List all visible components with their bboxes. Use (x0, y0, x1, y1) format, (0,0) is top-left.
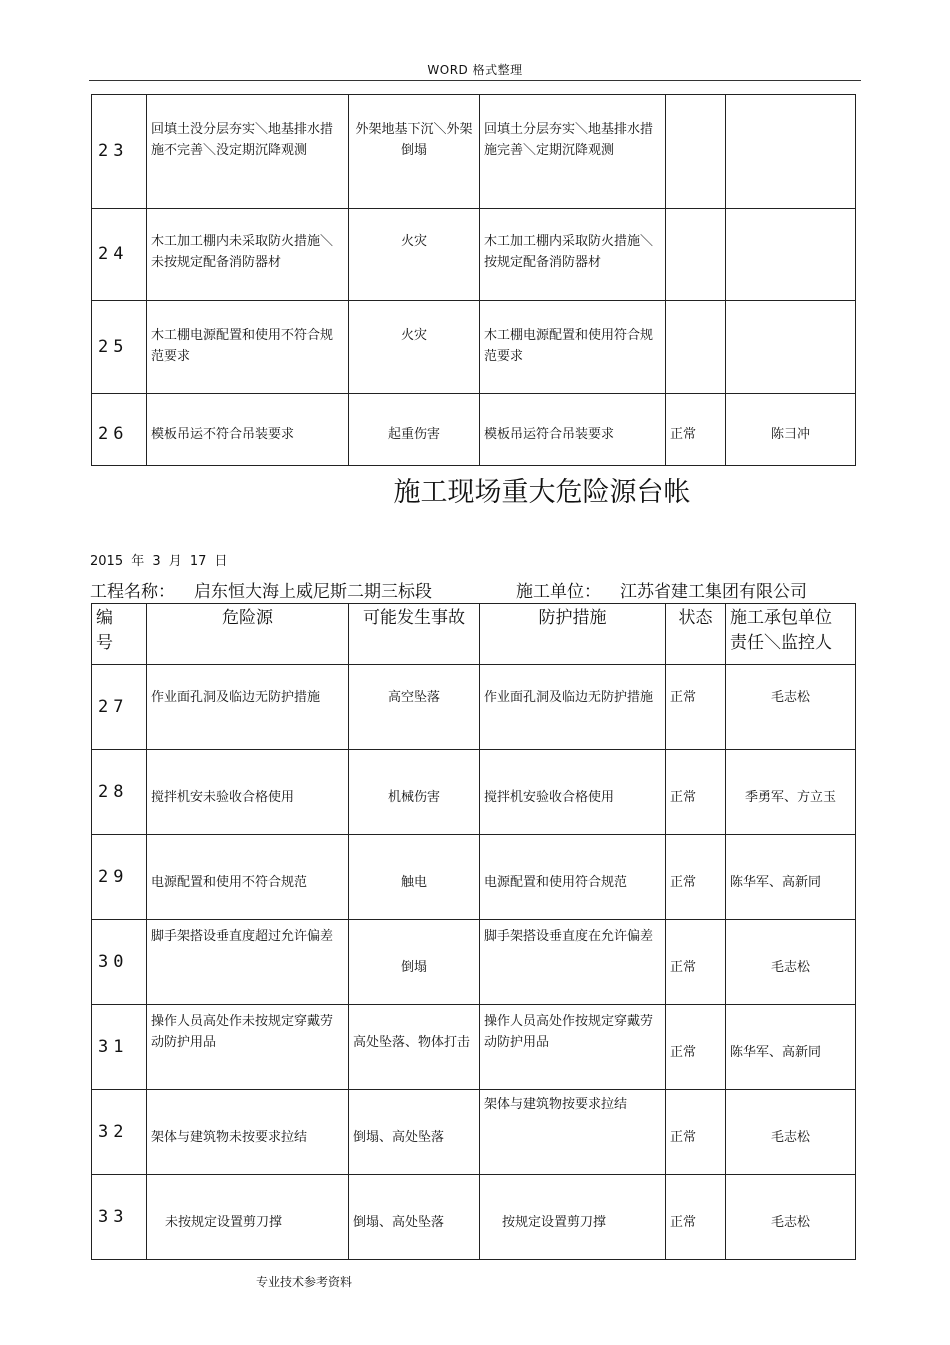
row-number: 30 (92, 920, 147, 1005)
column-header-number: 编号 (92, 604, 147, 665)
measure-cell: 架体与建筑物按要求拉结 (480, 1090, 666, 1175)
table-row (92, 95, 856, 209)
unit-name: 江苏省建工集团有限公司 (620, 582, 807, 602)
accident-cell: 高空坠落 (349, 665, 480, 750)
project-label: 工程名称： (90, 582, 175, 602)
measure-cell: 木工棚电源配置和使用符合规范要求 (480, 301, 666, 394)
status-cell: 正常 (666, 920, 726, 1005)
table-row (92, 394, 856, 466)
unit-label: 施工单位： (516, 582, 601, 602)
accident-cell: 机械伤害 (349, 750, 480, 835)
person-cell (726, 209, 856, 301)
accident-cell: 触电 (349, 835, 480, 920)
table-row (92, 665, 856, 750)
status-cell: 正常 (666, 1175, 726, 1260)
measure-cell: 操作人员高处作按规定穿戴劳动防护用品 (480, 1005, 666, 1090)
row-number: 27 (92, 665, 147, 750)
status-cell (666, 301, 726, 394)
measure-cell: 脚手架搭设垂直度在允许偏差 (480, 920, 666, 1005)
hazard-cell: 脚手架搭设垂直度超过允许偏差 (147, 920, 349, 1005)
hazard-cell: 操作人员高处作未按规定穿戴劳动防护用品 (147, 1005, 349, 1090)
accident-cell: 倒塌 (349, 920, 480, 1005)
row-number: 32 (92, 1090, 147, 1175)
measure-cell: 搅拌机安验收合格使用 (480, 750, 666, 835)
table-row (92, 1175, 856, 1260)
status-cell: 正常 (666, 835, 726, 920)
status-cell: 正常 (666, 750, 726, 835)
page-footer: 专业技术参考资料 (256, 1275, 353, 1289)
row-number: 29 (92, 835, 147, 920)
accident-cell: 起重伤害 (349, 394, 480, 466)
hazard-cell: 搅拌机安未验收合格使用 (147, 750, 349, 835)
table-row (92, 1090, 856, 1175)
table-row (92, 835, 856, 920)
row-number: 23 (92, 95, 147, 209)
column-header-measure: 防护措施 (480, 604, 666, 665)
status-cell: 正常 (666, 1090, 726, 1175)
row-number: 25 (92, 301, 147, 394)
column-header-person: 施工承包单位责任＼监控人 (726, 604, 856, 665)
hazard-cell: 作业面孔洞及临边无防护措施 (147, 665, 349, 750)
row-number: 24 (92, 209, 147, 301)
table-row (92, 920, 856, 1005)
table-row (92, 1005, 856, 1090)
person-cell: 毛志松 (726, 1175, 856, 1260)
person-cell: 陈彐冲 (726, 394, 856, 466)
accident-cell: 倒塌、高处坠落 (349, 1090, 480, 1175)
date-line: 2015 年 3 月 17 日 (90, 554, 228, 569)
hazard-cell: 木工加工棚内未采取防火措施＼未按规定配备消防器材 (147, 209, 349, 301)
column-header-accident: 可能发生事故 (349, 604, 480, 665)
hazard-cell: 回填土没分层夯实＼地基排水措施不完善＼没定期沉降观测 (147, 95, 349, 209)
page-header: WORD 格式整理 (427, 63, 523, 77)
person-cell: 季勇军、方立玉 (726, 750, 856, 835)
status-cell (666, 95, 726, 209)
hazard-table-continued (91, 94, 856, 466)
table-row (92, 209, 856, 301)
person-cell (726, 301, 856, 394)
person-cell: 毛志松 (726, 665, 856, 750)
table-row (92, 301, 856, 394)
row-number: 26 (92, 394, 147, 466)
header-rule (89, 80, 861, 81)
column-header-hazard: 危险源 (147, 604, 349, 665)
status-cell: 正常 (666, 1005, 726, 1090)
page-title: 施工现场重大危险源台帐 (393, 477, 691, 508)
status-cell (666, 209, 726, 301)
accident-cell: 火灾 (349, 209, 480, 301)
status-cell: 正常 (666, 665, 726, 750)
table-row (92, 750, 856, 835)
accident-cell: 倒塌、高处坠落 (349, 1175, 480, 1260)
person-cell: 毛志松 (726, 1090, 856, 1175)
hazard-cell: 架体与建筑物未按要求拉结 (147, 1090, 349, 1175)
table-header-row (92, 604, 856, 665)
hazard-cell: 木工棚电源配置和使用不符合规范要求 (147, 301, 349, 394)
row-number: 28 (92, 750, 147, 835)
hazard-cell: 未按规定设置剪刀撑 (147, 1175, 349, 1260)
project-name: 启东恒大海上威尼斯二期三标段 (194, 582, 432, 602)
column-header-status: 状态 (666, 604, 726, 665)
status-cell: 正常 (666, 394, 726, 466)
measure-cell: 按规定设置剪刀撑 (480, 1175, 666, 1260)
measure-cell: 木工加工棚内采取防火措施＼按规定配备消防器材 (480, 209, 666, 301)
measure-cell: 模板吊运符合吊装要求 (480, 394, 666, 466)
person-cell: 毛志松 (726, 920, 856, 1005)
person-cell: 陈华军、高新同 (726, 1005, 856, 1090)
measure-cell: 作业面孔洞及临边无防护措施 (480, 665, 666, 750)
accident-cell: 火灾 (349, 301, 480, 394)
hazard-cell: 电源配置和使用不符合规范 (147, 835, 349, 920)
hazard-table (91, 603, 856, 1260)
hazard-cell: 模板吊运不符合吊装要求 (147, 394, 349, 466)
row-number: 33 (92, 1175, 147, 1260)
row-number: 31 (92, 1005, 147, 1090)
measure-cell: 回填土分层夯实＼地基排水措施完善＼定期沉降观测 (480, 95, 666, 209)
accident-cell: 高处坠落、物体打击 (349, 1005, 480, 1090)
person-cell: 陈华军、高新同 (726, 835, 856, 920)
person-cell (726, 95, 856, 209)
accident-cell: 外架地基下沉＼外架倒塌 (349, 95, 480, 209)
measure-cell: 电源配置和使用符合规范 (480, 835, 666, 920)
